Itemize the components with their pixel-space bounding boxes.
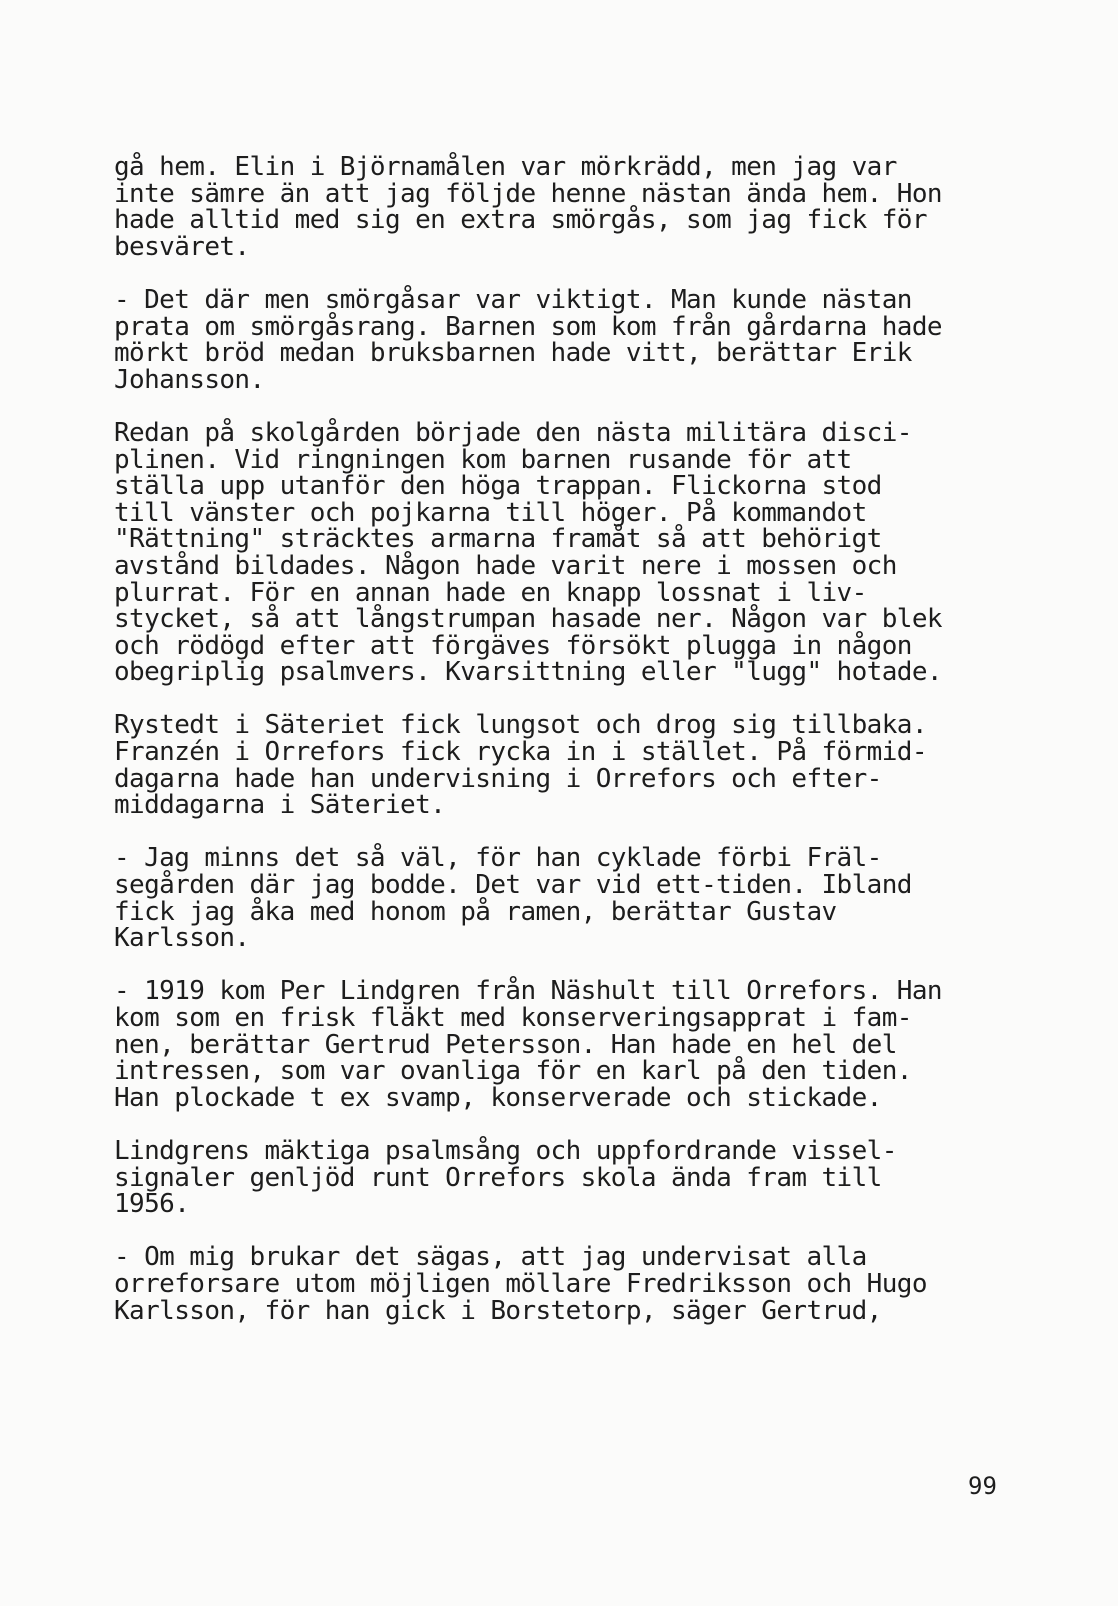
text-line: plurrat. För en annan hade en knapp lossnat i liv- <box>114 577 867 608</box>
text-line: signaler genljöd runt Orrefors skola ända fram till <box>114 1162 882 1193</box>
text-line: "Rättning" sträcktes armarna framåt så att behörigt <box>114 524 882 555</box>
text-line: Johansson. <box>114 364 265 395</box>
body-text <box>114 154 1004 1351</box>
text-line: - Det där men smörgåsar var viktigt. Man kunde nästan <box>114 284 912 315</box>
text-line: stycket, så att långstrumpan hasade ner. Någon var blek <box>114 604 942 635</box>
text-line: - 1919 kom Per Lindgren från Näshult till Orrefors. Han <box>114 976 942 1007</box>
text-line: nen, berättar Gertrud Petersson. Han hade en hel del <box>114 1029 897 1060</box>
text-line: plinen. Vid ringningen kom barnen rusande för att <box>114 444 852 475</box>
paragraph <box>114 710 1004 821</box>
text-line: Redan på skolgården började den nästa militära disci- <box>114 417 912 448</box>
text-line: mörkt bröd medan bruksbarnen hade vitt, berättar Erik <box>114 338 912 369</box>
text-line: Franzén i Orrefors fick rycka in i stället. På förmid- <box>114 737 927 768</box>
text-line: och rödögd efter att förgäves försökt plugga in någon <box>114 630 912 661</box>
paragraph <box>114 284 1004 395</box>
text-line: Karlsson. <box>114 923 250 954</box>
paragraph <box>114 1244 1004 1324</box>
text-line: - Jag minns det så väl, för han cyklade förbi Fräl- <box>114 843 882 874</box>
text-line: Rystedt i Säteriet fick lungsot och drog sig tillbaka. <box>114 710 927 741</box>
text-line: inte sämre än att jag följde henne nästan ända hem. Hon <box>114 178 942 209</box>
text-line: prata om smörgåsrang. Barnen som kom från gårdarna hade <box>114 311 942 342</box>
text-line: intressen, som var ovanliga för en karl på den tiden. <box>114 1056 912 1087</box>
paragraph <box>114 978 1004 1111</box>
text-line: kom som en frisk fläkt med konserveringsapprat i fam- <box>114 1003 912 1033</box>
paragraph <box>114 417 1004 688</box>
text-line: Lindgrens mäktiga psalmsång och uppfordrande vissel- <box>114 1135 897 1166</box>
text-line: obegriplig psalmvers. Kvarsittning eller "lugg" hotade. <box>114 657 942 688</box>
text-line: hade alltid med sig en extra smörgås, som jag fick för <box>114 205 927 236</box>
paragraph <box>114 843 1004 954</box>
text-line: fick jag åka med honom på ramen, berättar Gustav <box>114 896 837 927</box>
text-line: till vänster och pojkarna till höger. På kommandot <box>114 497 867 528</box>
text-line: Karlsson, för han gick i Borstetorp, säger Gertrud, <box>114 1295 882 1326</box>
text-line: 1956. <box>114 1189 190 1220</box>
text-line: avstånd bildades. Någon hade varit nere i mossen och <box>114 550 897 581</box>
text-line: Han plockade t ex svamp, konserverade och stickade. <box>114 1082 882 1113</box>
page-number: 99 <box>968 1472 997 1500</box>
text-line: dagarna hade han undervisning i Orrefors och efter- <box>114 763 882 794</box>
text-line: ställa upp utanför den höga trappan. Flickorna stod <box>114 471 882 502</box>
paragraph <box>114 154 1004 260</box>
text-line: segården där jag bodde. Det var vid ett-tiden. Ibland <box>114 870 912 901</box>
text-line: - Om mig brukar det sägas, att jag undervisat alla <box>114 1242 867 1273</box>
text-line: orreforsare utom möjligen möllare Fredriksson och Hugo <box>114 1268 927 1299</box>
paragraph <box>114 1135 1004 1220</box>
text-line: gå hem. Elin i Björnamålen var mörkrädd, men jag var <box>114 152 897 182</box>
text-line: besväret. <box>114 231 250 262</box>
text-line: middagarna i Säteriet. <box>114 790 446 821</box>
